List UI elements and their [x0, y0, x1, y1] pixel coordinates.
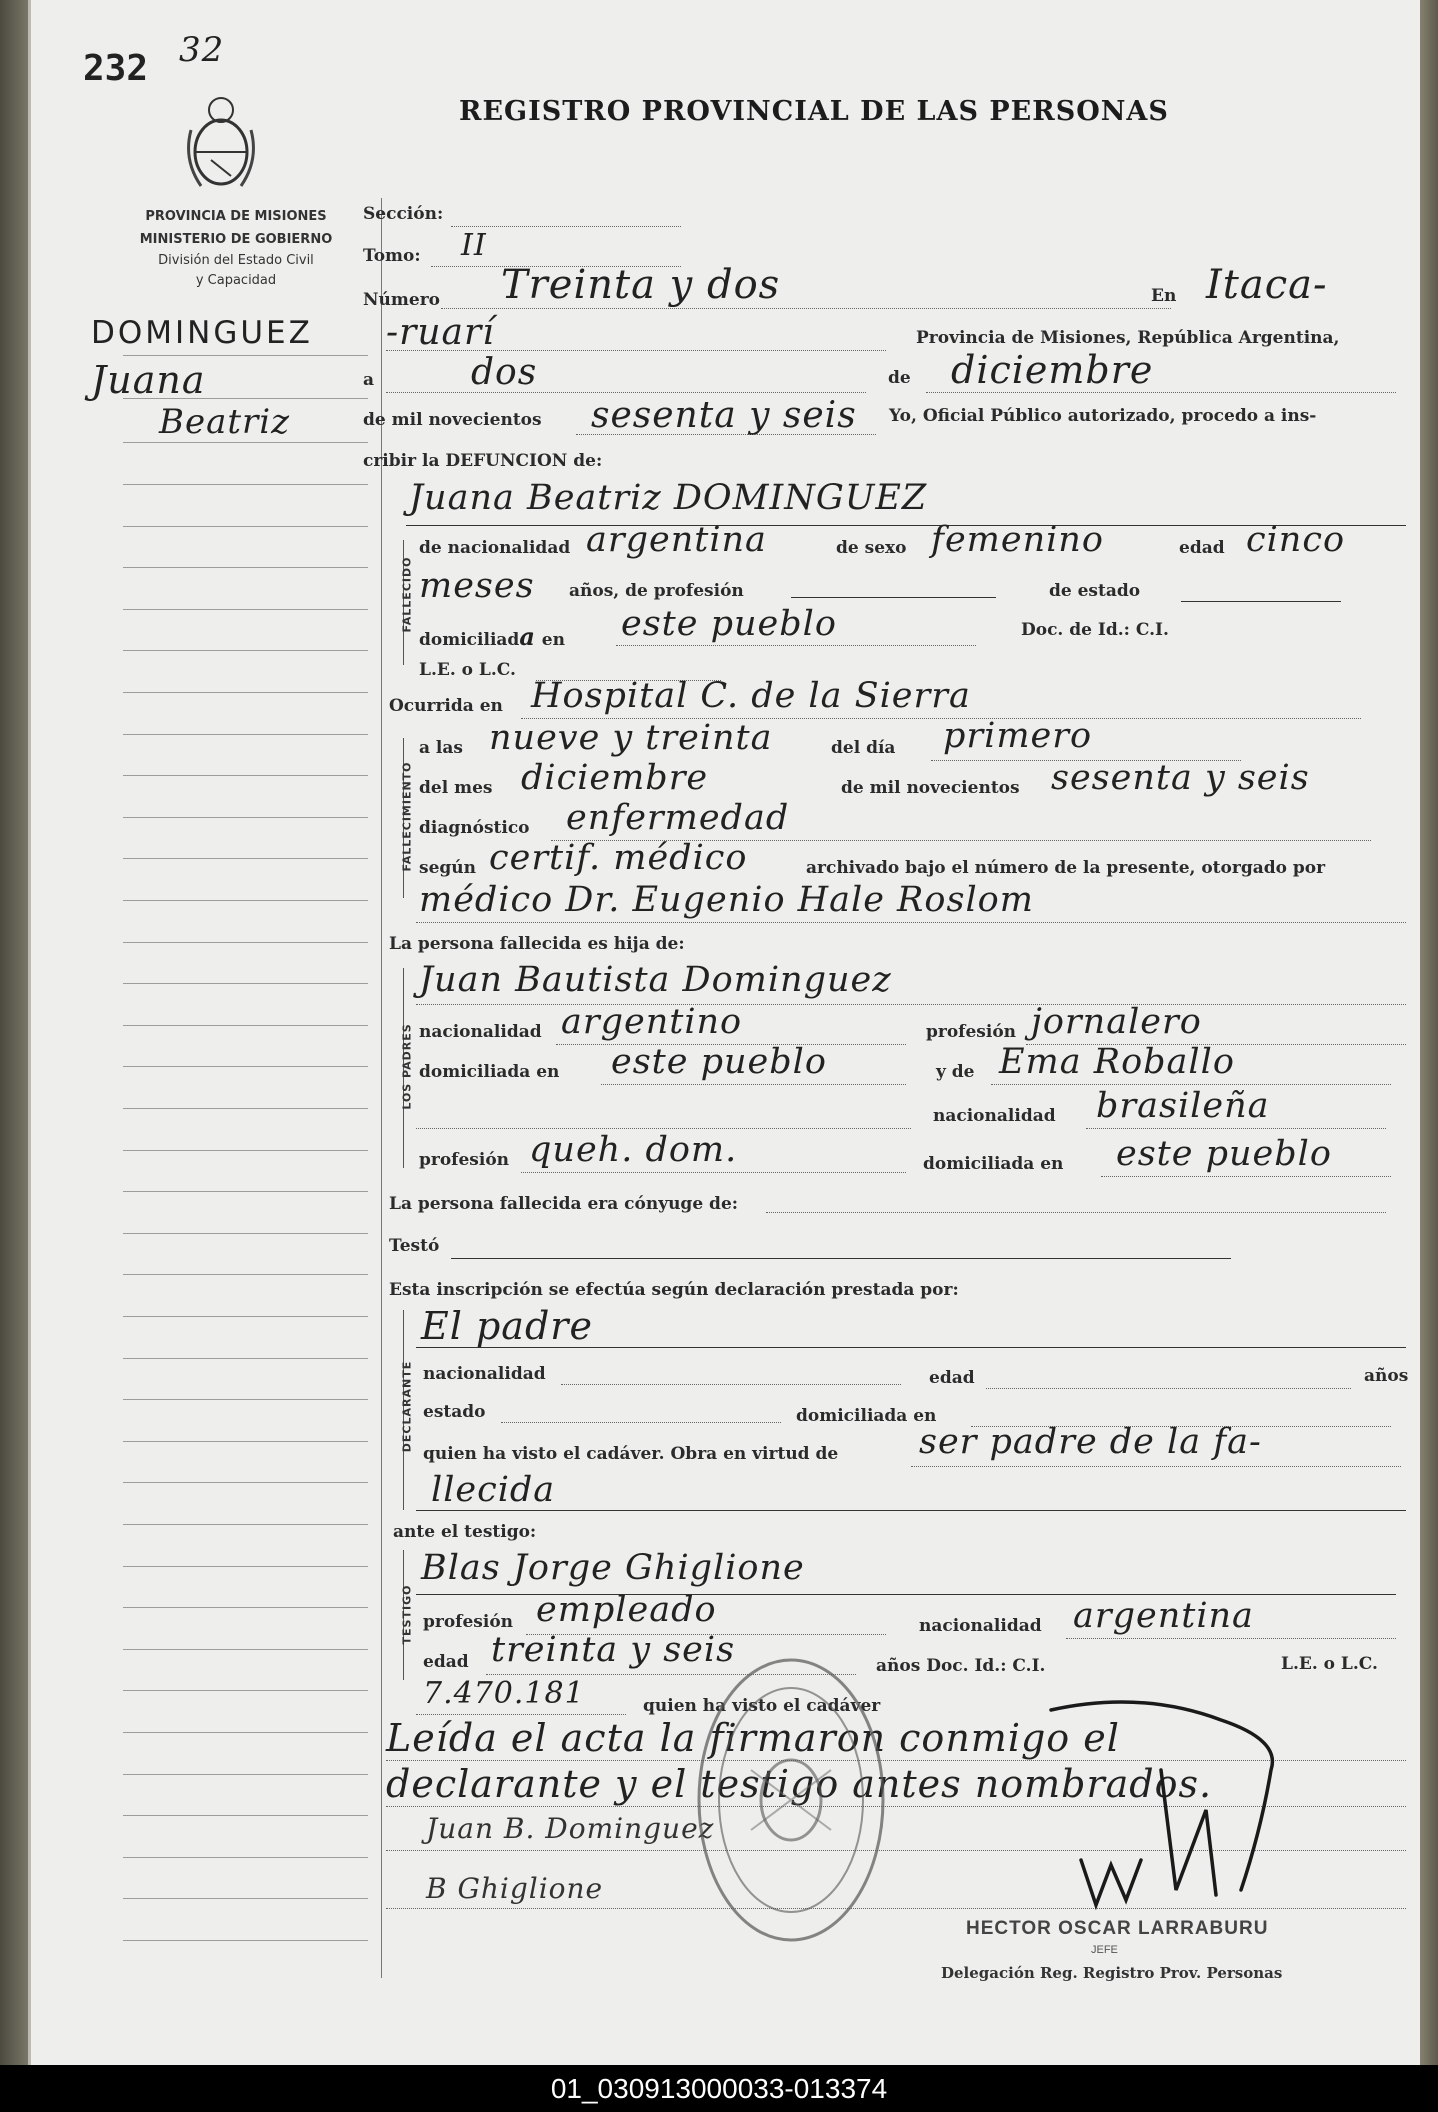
- sexo-value: femenino: [931, 520, 1104, 560]
- numero-value: Treinta y dos: [501, 262, 781, 308]
- obra2-line: [416, 1510, 1406, 1511]
- lugar-value-2: -ruarí: [386, 312, 495, 353]
- test-nac-value: argentina: [1073, 1596, 1254, 1636]
- margin-given-name-1: Juana: [91, 358, 206, 402]
- padre-name: Juan Bautista Dominguez: [419, 960, 892, 1000]
- padre-dom-label: domiciliada en: [419, 1062, 560, 1082]
- domiciliad-text: domiciliad: [419, 630, 520, 650]
- domicilio-value: este pueblo: [621, 604, 837, 644]
- anio-fall-value: sesenta y seis: [1051, 758, 1310, 798]
- testigo-side-label: TESTIGO: [400, 1584, 414, 1645]
- y-de-label: y de: [936, 1062, 975, 1082]
- test-nac-line: [1066, 1638, 1396, 1639]
- decl-estado-line: [501, 1422, 781, 1423]
- del-mes-label: del mes: [419, 778, 493, 798]
- estado-line: [1181, 601, 1341, 602]
- ocurrida-value: Hospital C. de la Sierra: [531, 676, 971, 716]
- signature-testigo: B Ghiglione: [426, 1872, 604, 1905]
- diagnostico-label: diagnóstico: [419, 818, 530, 838]
- domiciliad-suffix: a: [519, 622, 536, 651]
- page-title: REGISTRO PROVINCIAL DE LAS PERSONAS: [459, 96, 1169, 127]
- decl-nac-label: nacionalidad: [423, 1364, 546, 1384]
- test-ci-value: 7.470.181: [423, 1676, 585, 1711]
- segun-value: certif. médico: [489, 838, 748, 878]
- decl-estado-label: estado: [423, 1402, 486, 1422]
- le-lc-label: L.E. o L.C.: [419, 660, 516, 680]
- coat-of-arms-icon: [181, 90, 261, 200]
- padre-nac-value: argentino: [561, 1002, 743, 1042]
- diagnostico-value: enfermedad: [566, 798, 790, 838]
- issuer-division: División del Estado Civil: [158, 253, 314, 268]
- madre-prof-line: [521, 1172, 906, 1173]
- official-signature-icon: [1041, 1690, 1341, 1930]
- deceased-name-text: Juana Beatriz DOMINGUEZ: [409, 478, 928, 518]
- madre-prof-label: profesión: [419, 1150, 510, 1170]
- test-prof-label: profesión: [423, 1612, 514, 1632]
- de-estado-label: de estado: [1049, 581, 1141, 601]
- doc-id-label: Doc. de Id.: C.I.: [1021, 620, 1169, 640]
- madre-prof-value: queh. dom.: [529, 1130, 738, 1170]
- declarante-line: [416, 1347, 1406, 1348]
- fallecimiento-side-label: FALLECIMIENTO: [400, 761, 414, 872]
- margin-given-name-2: Beatriz: [159, 402, 291, 442]
- testo-label: Testó: [389, 1236, 440, 1256]
- madre-dom-label: domiciliada en: [923, 1154, 1064, 1174]
- dia-fall-value: primero: [943, 716, 1093, 756]
- madre-nac-label: nacionalidad: [933, 1106, 1056, 1126]
- de-mil-label: de mil novecientos: [363, 410, 542, 430]
- domicilio-line: [616, 645, 976, 646]
- obra-line: [911, 1466, 1401, 1467]
- seccion-label: Sección:: [363, 204, 444, 224]
- test-ci-line: [416, 1714, 626, 1715]
- padre-dom-value: este pueblo: [611, 1042, 827, 1082]
- hora-value: nueve y treinta: [489, 718, 773, 758]
- profesion-line: [791, 597, 996, 598]
- mes-line: [926, 392, 1396, 393]
- medico-line: [416, 922, 1406, 923]
- book-binding: [0, 0, 30, 2065]
- numero-line: [441, 308, 1171, 309]
- testigo-name: Blas Jorge Ghiglione: [421, 1548, 805, 1588]
- test-edad-label: edad: [423, 1652, 469, 1672]
- padre-nac-label: nacionalidad: [419, 1022, 542, 1042]
- padres-side-label: LOS PADRES: [400, 1023, 414, 1110]
- hija-de-label: La persona fallecida es hija de:: [389, 934, 685, 954]
- delegacion-label: Delegación Reg. Registro Prov. Personas: [941, 1964, 1283, 1982]
- closing-line-2: declarante y el testigo antes nombrados.: [386, 1762, 1213, 1806]
- decl-edad-label: edad: [929, 1368, 975, 1388]
- a-las-label: a las: [419, 738, 463, 758]
- test-anos-label: años Doc. Id.: C.I.: [876, 1656, 1046, 1676]
- issuer-ministry: MINISTERIO DE GOBIERNO: [139, 232, 333, 247]
- madre-dom-value: este pueblo: [1116, 1134, 1332, 1174]
- decl-nac-line: [561, 1384, 901, 1385]
- issuer-province: PROVINCIA DE MISIONES: [145, 209, 327, 224]
- conyuge-label: La persona fallecida era cónyuge de:: [389, 1194, 739, 1214]
- page-number: 232: [83, 48, 149, 89]
- padre-prof-value: jornalero: [1031, 1002, 1202, 1042]
- declarante-side-label: DECLARANTE: [400, 1360, 414, 1453]
- test-quien-label: quien ha visto el cadáver: [643, 1696, 881, 1716]
- official-title: JEFE: [1091, 1944, 1118, 1956]
- tomo-label: Tomo:: [363, 246, 421, 266]
- de-label: de: [888, 368, 911, 388]
- madre-nac-line: [1086, 1128, 1386, 1129]
- fallecido-side-label: FALLECIDO: [400, 556, 414, 633]
- del-dia-label: del día: [831, 738, 896, 758]
- tomo-value: II: [461, 228, 487, 263]
- declarante-value: El padre: [421, 1304, 593, 1348]
- domiciliad-label: [419, 622, 565, 651]
- decl-anos-label: años: [1364, 1366, 1409, 1386]
- domiciliad-en: en: [541, 630, 565, 650]
- madre-name: Ema Roballo: [999, 1042, 1235, 1082]
- padre-dom-line: [601, 1084, 906, 1085]
- archivado-label: archivado bajo el número de la presente, otorgado por: [806, 858, 1326, 878]
- official-name: HECTOR OSCAR LARRABURU: [966, 1918, 1269, 1939]
- provincia-label: Provincia de Misiones, República Argentina,: [916, 328, 1340, 348]
- en-label: En: [1151, 286, 1177, 306]
- madre-line: [991, 1084, 1391, 1085]
- official-seal-icon: [691, 1640, 891, 1950]
- nacionalidad-label: de nacionalidad: [419, 538, 571, 558]
- decl-edad-line: [986, 1388, 1351, 1389]
- testo-line: [451, 1258, 1231, 1259]
- madre-dom-line: [1101, 1176, 1391, 1177]
- yo-label: Yo, Oficial Público autorizado, procedo a ins-: [889, 406, 1317, 426]
- anio-line: [576, 434, 876, 435]
- sexo-label: de sexo: [836, 538, 907, 558]
- medico-value: médico Dr. Eugenio Hale Roslom: [419, 880, 1034, 920]
- numero-label: Número: [363, 290, 440, 310]
- register-page: [28, 0, 1420, 2065]
- deceased-name: [409, 478, 927, 518]
- decl-dom-label: domiciliada en: [796, 1406, 937, 1426]
- ante-testigo-label: ante el testigo:: [393, 1522, 537, 1542]
- mes-fall-value: diciembre: [521, 758, 709, 798]
- dia-value: dos: [471, 352, 538, 393]
- inscribir-label: cribir la DEFUNCION de:: [363, 451, 603, 471]
- conyuge-line: [766, 1212, 1386, 1213]
- madre-extra-line: [416, 1128, 911, 1129]
- anos-profesion-label: años, de profesión: [569, 581, 744, 601]
- test-edad-value: treinta y seis: [491, 1630, 736, 1670]
- lugar-value-1: Itaca-: [1206, 262, 1328, 308]
- test-le-label: L.E. o L.C.: [1281, 1654, 1378, 1674]
- mes-value: diciembre: [951, 348, 1154, 392]
- obra-value-2: llecida: [431, 1470, 556, 1510]
- anio-value: sesenta y seis: [591, 395, 857, 436]
- madre-nac-value: brasileña: [1096, 1086, 1270, 1126]
- issuer-capacity: y Capacidad: [195, 273, 277, 288]
- edad-label: edad: [1179, 538, 1225, 558]
- signature-declarante: Juan B. Dominguez: [426, 1812, 715, 1845]
- edad-value: cinco: [1246, 520, 1346, 560]
- quien-visto-label: quien ha visto el cadáver. Obra en virtud de: [423, 1444, 839, 1464]
- test-prof-value: empleado: [536, 1590, 717, 1630]
- closing-line-1: Leída el acta la firmaron conmigo el: [386, 1716, 1120, 1760]
- seccion-line: [451, 226, 681, 227]
- lugar-line: [386, 350, 886, 351]
- margin-surname: DOMINGUEZ: [91, 315, 313, 351]
- nacionalidad-value: argentina: [586, 520, 767, 560]
- padre-prof-label: profesión: [926, 1022, 1017, 1042]
- meses-value: meses: [419, 566, 535, 606]
- segun-label: según: [419, 858, 476, 878]
- archive-code: 01_030913000033-013374: [0, 2065, 1438, 2112]
- page-number-handwritten: 32: [179, 30, 225, 70]
- issuer-block: [91, 205, 381, 291]
- obra-value: ser padre de la fa-: [919, 1422, 1262, 1462]
- de-mil2-label: de mil novecientos: [841, 778, 1020, 798]
- ocurrida-label: Ocurrida en: [389, 696, 503, 716]
- a-label: a: [363, 370, 375, 390]
- dia-line: [386, 392, 866, 393]
- test-nac-label: nacionalidad: [919, 1616, 1042, 1636]
- inscripcion-label: Esta inscripción se efectúa según declaración prestada por:: [389, 1280, 959, 1300]
